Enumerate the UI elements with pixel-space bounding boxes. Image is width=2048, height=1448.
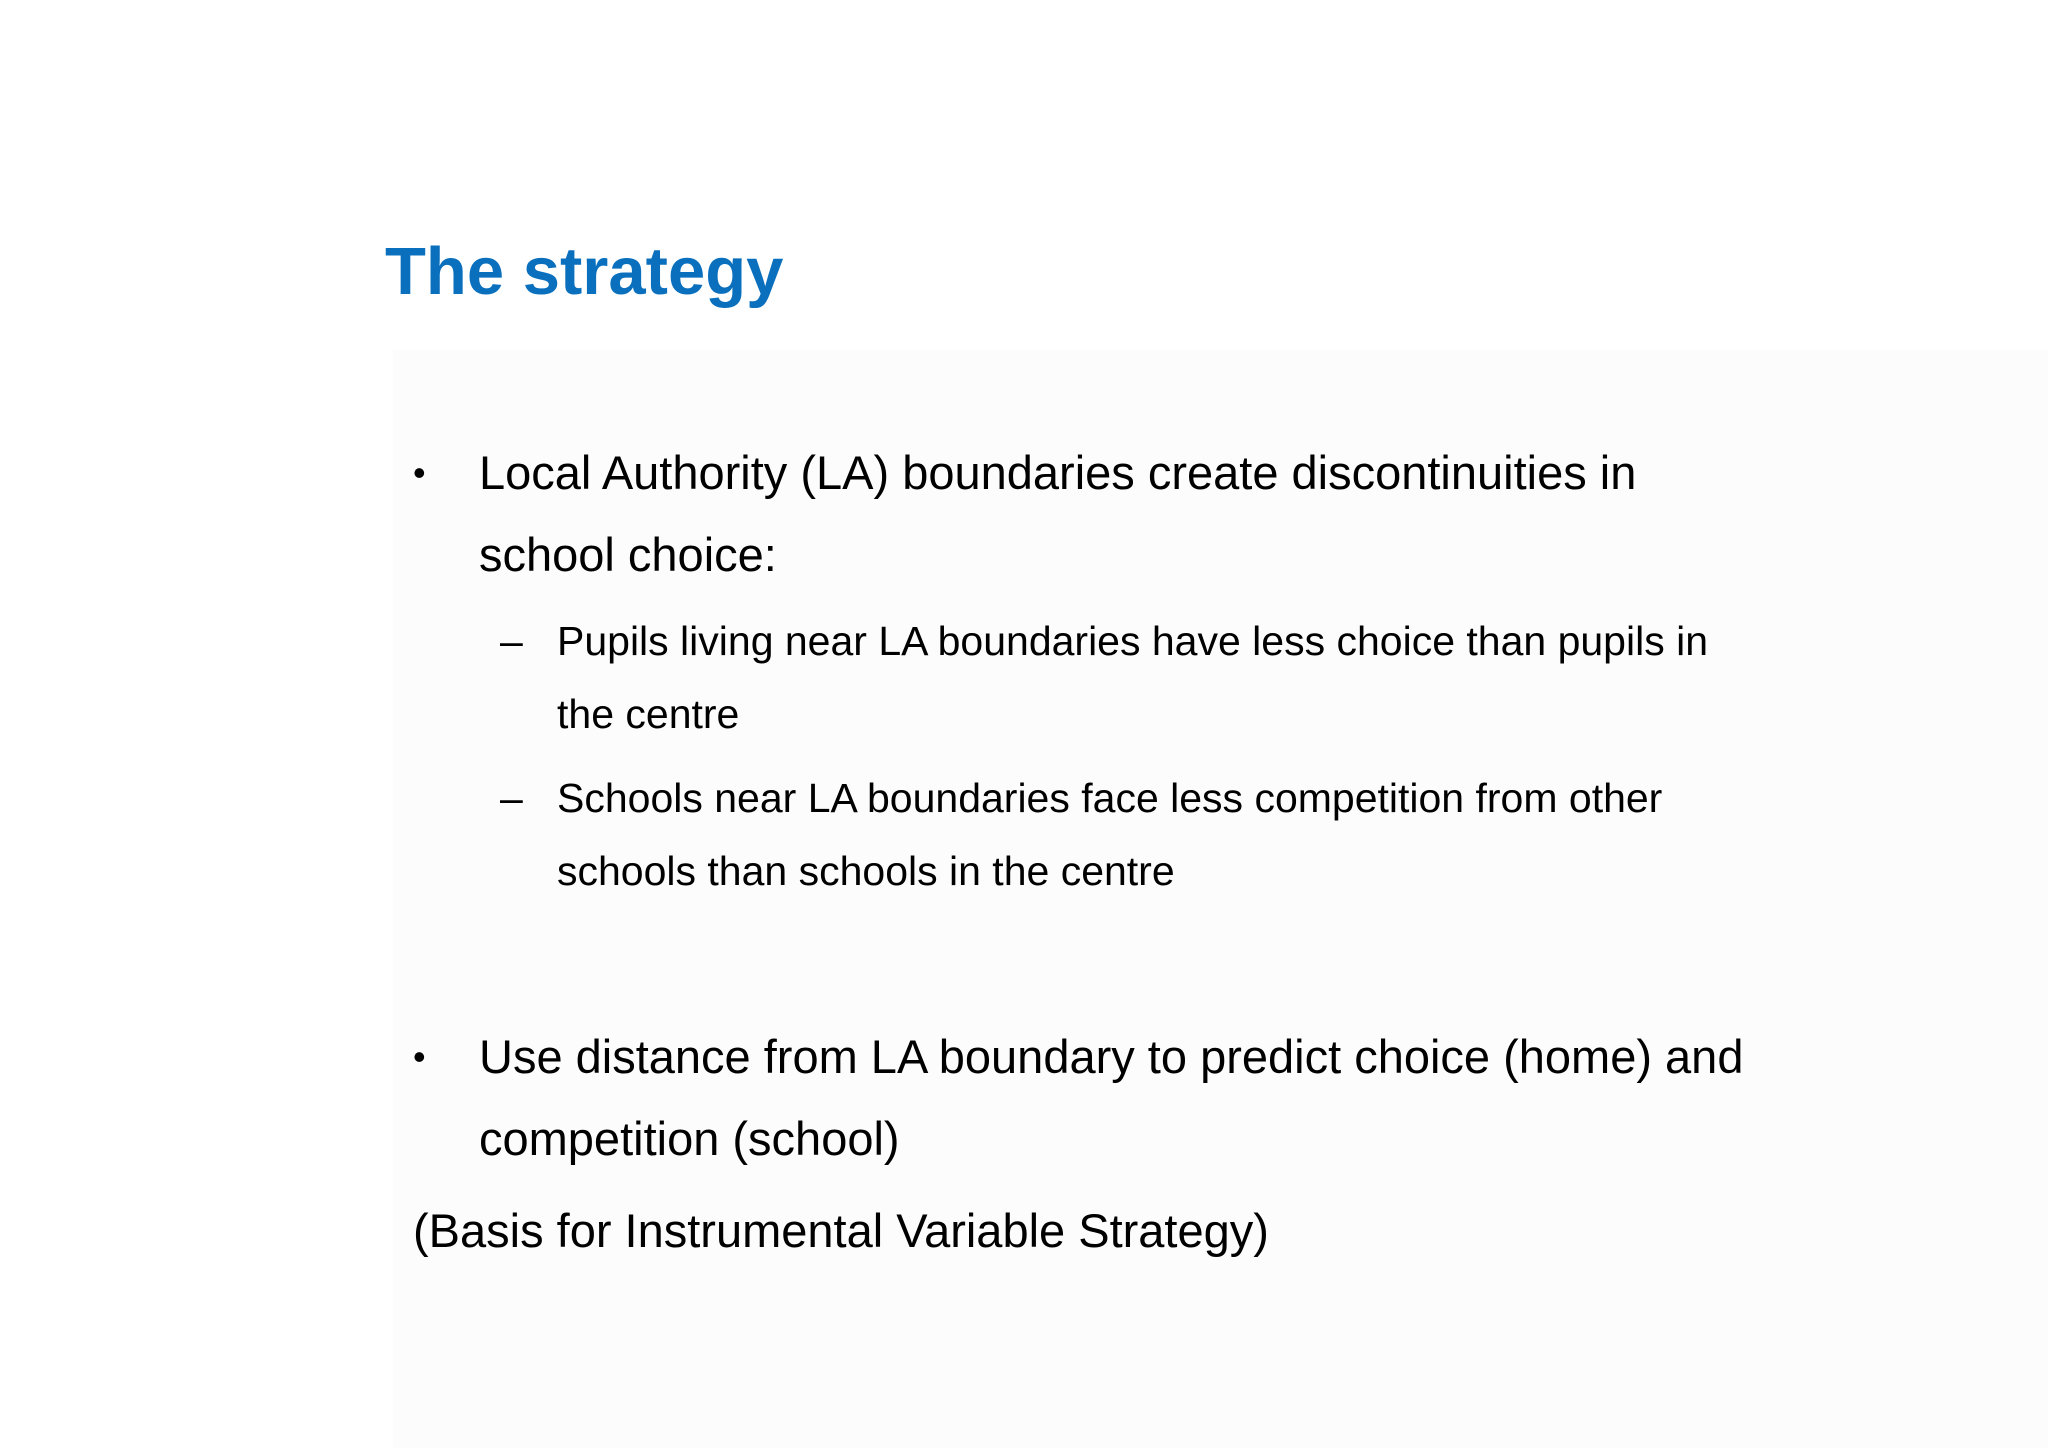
sub-bullet-item-pupils: [500, 605, 1760, 751]
sub-bullet-marker: –: [500, 775, 523, 821]
sub-bullet-marker: –: [500, 618, 523, 664]
slide-title: The strategy: [385, 234, 784, 309]
bullet-item-boundaries: [413, 432, 1753, 596]
bullet-text: Use distance from LA boundary to predict choice (home) and competition (school): [479, 1030, 1744, 1165]
bullet-text: Local Authority (LA) boundaries create discontinuities in school choice:: [479, 446, 1637, 581]
bullet-item-distance: [413, 1016, 1753, 1180]
strategy-note: (Basis for Instrumental Variable Strategy): [413, 1204, 1269, 1257]
sub-bullet-text: Pupils living near LA boundaries have less choice than pupils in the centre: [557, 618, 1709, 737]
bullet-marker: •: [413, 1036, 426, 1077]
bullet-marker: •: [413, 452, 426, 493]
sub-bullet-text: Schools near LA boundaries face less competition from other schools than schools in the centre: [557, 775, 1663, 894]
sub-bullet-item-schools: [500, 762, 1760, 908]
